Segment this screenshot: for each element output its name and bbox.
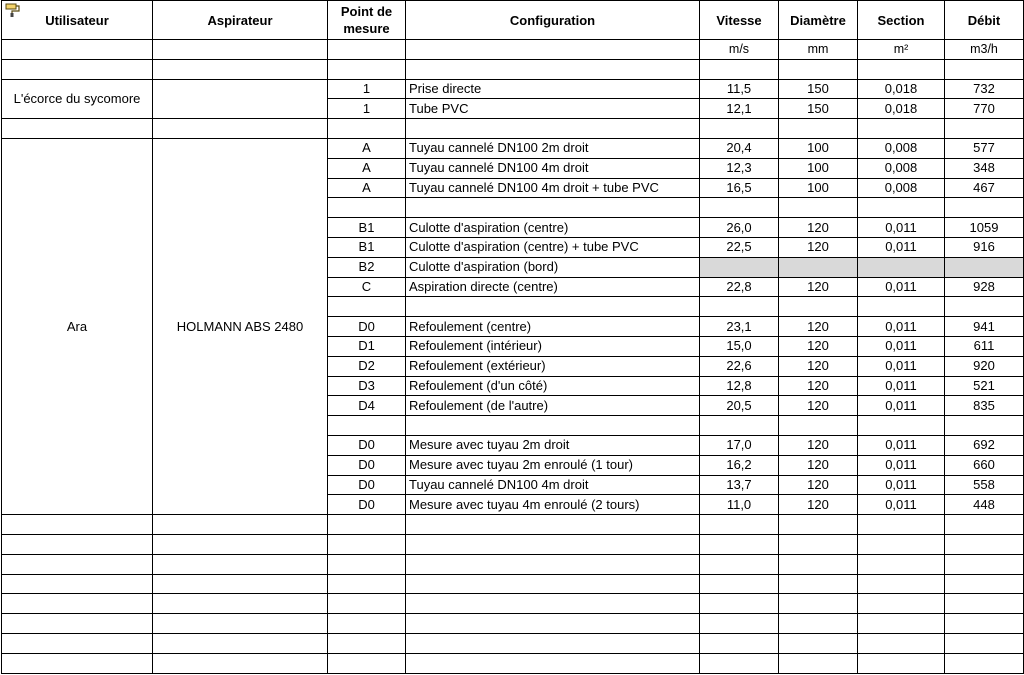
- cell[interactable]: [328, 515, 406, 535]
- debit-cell[interactable]: 920: [945, 356, 1024, 376]
- aspirateur-cell[interactable]: [153, 79, 328, 119]
- cell[interactable]: [406, 59, 700, 79]
- cell[interactable]: [779, 614, 858, 634]
- cell[interactable]: [858, 416, 945, 436]
- configuration-cell[interactable]: Culotte d'aspiration (centre): [406, 218, 700, 238]
- cell[interactable]: [406, 534, 700, 554]
- point-cell[interactable]: D1: [328, 336, 406, 356]
- cell[interactable]: [2, 59, 153, 79]
- cell[interactable]: [153, 554, 328, 574]
- configuration-cell[interactable]: Tuyau cannelé DN100 4m droit: [406, 475, 700, 495]
- diametre-cell[interactable]: 120: [779, 317, 858, 337]
- cell[interactable]: [2, 653, 153, 673]
- debit-cell[interactable]: 467: [945, 178, 1024, 198]
- point-cell[interactable]: D3: [328, 376, 406, 396]
- cell[interactable]: [406, 515, 700, 535]
- empty-row: [2, 594, 1024, 614]
- cell[interactable]: [328, 416, 406, 436]
- configuration-cell[interactable]: Refoulement (extérieur): [406, 356, 700, 376]
- unit-diametre[interactable]: mm: [779, 40, 858, 60]
- diametre-cell[interactable]: 150: [779, 99, 858, 119]
- cell[interactable]: [858, 297, 945, 317]
- cell[interactable]: [328, 40, 406, 60]
- cell[interactable]: [153, 594, 328, 614]
- cell[interactable]: [945, 633, 1024, 653]
- cell[interactable]: [2, 574, 153, 594]
- vitesse-cell[interactable]: 12,1: [700, 99, 779, 119]
- cell[interactable]: [406, 653, 700, 673]
- point-cell[interactable]: A: [328, 178, 406, 198]
- diametre-cell[interactable]: 120: [779, 475, 858, 495]
- diametre-cell[interactable]: 120: [779, 237, 858, 257]
- debit-cell[interactable]: 732: [945, 79, 1024, 99]
- configuration-cell[interactable]: Prise directe: [406, 79, 700, 99]
- diametre-cell[interactable]: 120: [779, 277, 858, 297]
- configuration-cell[interactable]: Mesure avec tuyau 2m enroulé (1 tour): [406, 455, 700, 475]
- header-row: [2, 1, 1024, 40]
- debit-cell[interactable]: 1059: [945, 218, 1024, 238]
- debit-cell[interactable]: 660: [945, 455, 1024, 475]
- cell[interactable]: [328, 614, 406, 634]
- section-cell[interactable]: 0,011: [858, 317, 945, 337]
- cell[interactable]: [406, 633, 700, 653]
- vitesse-cell[interactable]: 16,5: [700, 178, 779, 198]
- cell[interactable]: [779, 633, 858, 653]
- cell[interactable]: [858, 653, 945, 673]
- point-cell[interactable]: A: [328, 158, 406, 178]
- header-point[interactable]: [328, 1, 406, 40]
- cell[interactable]: [700, 297, 779, 317]
- vitesse-cell[interactable]: 13,7: [700, 475, 779, 495]
- cell[interactable]: [153, 40, 328, 60]
- header-point-line2: mesure: [343, 21, 390, 36]
- vitesse-cell[interactable]: 20,5: [700, 396, 779, 416]
- configuration-cell[interactable]: Tube PVC: [406, 99, 700, 119]
- diametre-cell[interactable]: 100: [779, 138, 858, 158]
- point-cell[interactable]: D4: [328, 396, 406, 416]
- header-configuration[interactable]: Configuration: [406, 1, 700, 40]
- debit-cell[interactable]: 448: [945, 495, 1024, 515]
- header-utilisateur[interactable]: [2, 1, 153, 40]
- cell[interactable]: [858, 59, 945, 79]
- cell[interactable]: [406, 198, 700, 218]
- debit-cell[interactable]: 916: [945, 237, 1024, 257]
- cell[interactable]: [945, 574, 1024, 594]
- configuration-cell[interactable]: Refoulement (de l'autre): [406, 396, 700, 416]
- cell[interactable]: [858, 198, 945, 218]
- section-cell[interactable]: 0,011: [858, 277, 945, 297]
- cell[interactable]: [700, 554, 779, 574]
- cell[interactable]: [406, 574, 700, 594]
- vitesse-cell[interactable]: 26,0: [700, 218, 779, 238]
- header-utilisateur-label: Utilisateur: [45, 12, 109, 28]
- cell[interactable]: [945, 594, 1024, 614]
- empty-row: [2, 633, 1024, 653]
- cell[interactable]: [153, 614, 328, 634]
- format-painter-icon[interactable]: [5, 3, 21, 17]
- section-cell[interactable]: 0,011: [858, 356, 945, 376]
- diametre-cell[interactable]: 120: [779, 455, 858, 475]
- cell[interactable]: [858, 534, 945, 554]
- cell[interactable]: [153, 119, 328, 139]
- cell[interactable]: [2, 633, 153, 653]
- configuration-cell[interactable]: Refoulement (centre): [406, 317, 700, 337]
- cell[interactable]: [700, 574, 779, 594]
- cell[interactable]: [328, 594, 406, 614]
- debit-cell[interactable]: 928: [945, 277, 1024, 297]
- cell[interactable]: [2, 515, 153, 535]
- vitesse-cell[interactable]: 23,1: [700, 317, 779, 337]
- utilisateur-cell[interactable]: Ara: [2, 138, 153, 514]
- cell[interactable]: [945, 653, 1024, 673]
- debit-cell[interactable]: 558: [945, 475, 1024, 495]
- cell[interactable]: [2, 40, 153, 60]
- cell[interactable]: [406, 297, 700, 317]
- point-cell[interactable]: 1: [328, 99, 406, 119]
- cell[interactable]: [328, 297, 406, 317]
- configuration-cell[interactable]: Culotte d'aspiration (bord): [406, 257, 700, 277]
- empty-row: [2, 554, 1024, 574]
- units-row: [2, 40, 1024, 60]
- point-cell[interactable]: 1: [328, 79, 406, 99]
- diametre-cell[interactable]: 120: [779, 218, 858, 238]
- section-cell[interactable]: 0,011: [858, 475, 945, 495]
- cell[interactable]: [2, 534, 153, 554]
- cell[interactable]: [328, 59, 406, 79]
- cell[interactable]: [406, 614, 700, 634]
- cell[interactable]: [700, 416, 779, 436]
- debit-cell[interactable]: 770: [945, 99, 1024, 119]
- cell[interactable]: [858, 554, 945, 574]
- cell[interactable]: [779, 59, 858, 79]
- section-cell[interactable]: 0,008: [858, 138, 945, 158]
- cell[interactable]: [945, 614, 1024, 634]
- cell[interactable]: [406, 119, 700, 139]
- cell[interactable]: [328, 653, 406, 673]
- cell[interactable]: [700, 534, 779, 554]
- configuration-cell[interactable]: Refoulement (d'un côté): [406, 376, 700, 396]
- diametre-cell[interactable]: 120: [779, 336, 858, 356]
- vitesse-cell[interactable]: 12,8: [700, 376, 779, 396]
- cell[interactable]: [406, 40, 700, 60]
- cell[interactable]: [779, 119, 858, 139]
- cell[interactable]: [779, 297, 858, 317]
- cell[interactable]: [328, 633, 406, 653]
- section-cell[interactable]: 0,011: [858, 376, 945, 396]
- section-cell[interactable]: 0,011: [858, 336, 945, 356]
- section-cell[interactable]: 0,011: [858, 495, 945, 515]
- section-cell[interactable]: 0,011: [858, 455, 945, 475]
- header-aspirateur[interactable]: Aspirateur: [153, 1, 328, 40]
- header-point-line1: Point de: [340, 4, 393, 19]
- diametre-cell[interactable]: 120: [779, 495, 858, 515]
- cell[interactable]: [2, 614, 153, 634]
- header-diametre[interactable]: Diamètre: [779, 1, 858, 40]
- cell[interactable]: [328, 198, 406, 218]
- cell[interactable]: [700, 633, 779, 653]
- diametre-cell[interactable]: 120: [779, 356, 858, 376]
- point-cell[interactable]: D0: [328, 455, 406, 475]
- cell[interactable]: [406, 416, 700, 436]
- cell[interactable]: [779, 653, 858, 673]
- cell[interactable]: [700, 614, 779, 634]
- cell[interactable]: [858, 614, 945, 634]
- configuration-cell[interactable]: Tuyau cannelé DN100 4m droit: [406, 158, 700, 178]
- section-cell[interactable]: 0,008: [858, 178, 945, 198]
- vitesse-cell[interactable]: 16,2: [700, 455, 779, 475]
- cell[interactable]: [945, 416, 1024, 436]
- empty-row: [2, 515, 1024, 535]
- section-cell[interactable]: 0,011: [858, 237, 945, 257]
- utilisateur-cell[interactable]: L'écorce du sycomore: [2, 79, 153, 119]
- vitesse-cell[interactable]: 22,6: [700, 356, 779, 376]
- vitesse-cell[interactable]: 22,8: [700, 277, 779, 297]
- cell[interactable]: [858, 594, 945, 614]
- table-row: [2, 138, 1024, 158]
- cell[interactable]: [779, 594, 858, 614]
- cell[interactable]: [858, 574, 945, 594]
- point-cell[interactable]: D0: [328, 435, 406, 455]
- unit-vitesse[interactable]: m/s: [700, 40, 779, 60]
- cell[interactable]: [945, 515, 1024, 535]
- cell[interactable]: [153, 633, 328, 653]
- cell[interactable]: [945, 534, 1024, 554]
- section-cell[interactable]: 0,008: [858, 158, 945, 178]
- cell[interactable]: [328, 574, 406, 594]
- vitesse-cell[interactable]: 15,0: [700, 336, 779, 356]
- cell[interactable]: [779, 534, 858, 554]
- cell[interactable]: [2, 594, 153, 614]
- cell[interactable]: [700, 515, 779, 535]
- table-row: [2, 79, 1024, 99]
- cell[interactable]: [700, 119, 779, 139]
- cell[interactable]: [779, 198, 858, 218]
- cell[interactable]: [2, 554, 153, 574]
- diametre-cell[interactable]: [779, 257, 858, 277]
- cell[interactable]: [945, 198, 1024, 218]
- section-cell[interactable]: 0,011: [858, 435, 945, 455]
- cell[interactable]: [779, 416, 858, 436]
- cell[interactable]: [700, 653, 779, 673]
- cell[interactable]: [945, 554, 1024, 574]
- cell[interactable]: [153, 59, 328, 79]
- cell[interactable]: [945, 59, 1024, 79]
- section-cell[interactable]: 0,011: [858, 396, 945, 416]
- cell[interactable]: [328, 119, 406, 139]
- diametre-cell[interactable]: 100: [779, 178, 858, 198]
- point-cell[interactable]: D2: [328, 356, 406, 376]
- vitesse-cell[interactable]: 12,3: [700, 158, 779, 178]
- cell[interactable]: [328, 534, 406, 554]
- empty-row: [2, 59, 1024, 79]
- diametre-cell[interactable]: 120: [779, 396, 858, 416]
- cell[interactable]: [858, 633, 945, 653]
- configuration-cell[interactable]: Mesure avec tuyau 4m enroulé (2 tours): [406, 495, 700, 515]
- debit-cell[interactable]: 941: [945, 317, 1024, 337]
- cell[interactable]: [153, 653, 328, 673]
- cell[interactable]: [700, 198, 779, 218]
- debit-cell[interactable]: 577: [945, 138, 1024, 158]
- vitesse-cell[interactable]: 11,0: [700, 495, 779, 515]
- empty-row: [2, 574, 1024, 594]
- cell[interactable]: [945, 297, 1024, 317]
- point-cell[interactable]: B2: [328, 257, 406, 277]
- cell[interactable]: [153, 534, 328, 554]
- vitesse-cell[interactable]: 17,0: [700, 435, 779, 455]
- debit-cell[interactable]: 692: [945, 435, 1024, 455]
- empty-row: [2, 534, 1024, 554]
- point-cell[interactable]: A: [328, 138, 406, 158]
- debit-cell[interactable]: 348: [945, 158, 1024, 178]
- configuration-cell[interactable]: Tuyau cannelé DN100 2m droit: [406, 138, 700, 158]
- cell[interactable]: [779, 554, 858, 574]
- point-cell[interactable]: D0: [328, 317, 406, 337]
- point-cell[interactable]: B1: [328, 237, 406, 257]
- cell[interactable]: [858, 515, 945, 535]
- point-cell[interactable]: C: [328, 277, 406, 297]
- configuration-cell[interactable]: Tuyau cannelé DN100 4m droit + tube PVC: [406, 178, 700, 198]
- point-cell[interactable]: B1: [328, 218, 406, 238]
- debit-cell[interactable]: 611: [945, 336, 1024, 356]
- point-cell[interactable]: D0: [328, 475, 406, 495]
- point-cell[interactable]: D0: [328, 495, 406, 515]
- cell[interactable]: [406, 554, 700, 574]
- vitesse-cell[interactable]: 22,5: [700, 237, 779, 257]
- cell[interactable]: [153, 515, 328, 535]
- cell[interactable]: [700, 594, 779, 614]
- section-cell[interactable]: 0,018: [858, 99, 945, 119]
- measurement-table: [1, 0, 1024, 674]
- vitesse-cell[interactable]: 20,4: [700, 138, 779, 158]
- cell[interactable]: [2, 119, 153, 139]
- cell[interactable]: [700, 59, 779, 79]
- diametre-cell[interactable]: 120: [779, 435, 858, 455]
- diametre-cell[interactable]: 120: [779, 376, 858, 396]
- cell[interactable]: [406, 594, 700, 614]
- empty-row: [2, 119, 1024, 139]
- cell[interactable]: [945, 119, 1024, 139]
- debit-cell[interactable]: 521: [945, 376, 1024, 396]
- cell[interactable]: [328, 554, 406, 574]
- header-debit[interactable]: Débit: [945, 1, 1024, 40]
- cell[interactable]: [858, 119, 945, 139]
- section-cell[interactable]: [858, 257, 945, 277]
- header-section[interactable]: Section: [858, 1, 945, 40]
- configuration-cell[interactable]: Refoulement (intérieur): [406, 336, 700, 356]
- configuration-cell[interactable]: Aspiration directe (centre): [406, 277, 700, 297]
- diametre-cell[interactable]: 100: [779, 158, 858, 178]
- unit-debit[interactable]: m3/h: [945, 40, 1024, 60]
- vitesse-cell[interactable]: [700, 257, 779, 277]
- header-vitesse[interactable]: Vitesse: [700, 1, 779, 40]
- aspirateur-cell[interactable]: HOLMANN ABS 2480: [153, 138, 328, 514]
- diametre-cell[interactable]: 150: [779, 79, 858, 99]
- unit-section[interactable]: m²: [858, 40, 945, 60]
- cell[interactable]: [779, 574, 858, 594]
- vitesse-cell[interactable]: 11,5: [700, 79, 779, 99]
- debit-cell[interactable]: 835: [945, 396, 1024, 416]
- configuration-cell[interactable]: Culotte d'aspiration (centre) + tube PVC: [406, 237, 700, 257]
- cell[interactable]: [153, 574, 328, 594]
- empty-row: [2, 614, 1024, 634]
- section-cell[interactable]: 0,018: [858, 79, 945, 99]
- section-cell[interactable]: 0,011: [858, 218, 945, 238]
- debit-cell[interactable]: [945, 257, 1024, 277]
- cell[interactable]: [779, 515, 858, 535]
- configuration-cell[interactable]: Mesure avec tuyau 2m droit: [406, 435, 700, 455]
- empty-row: [2, 653, 1024, 673]
